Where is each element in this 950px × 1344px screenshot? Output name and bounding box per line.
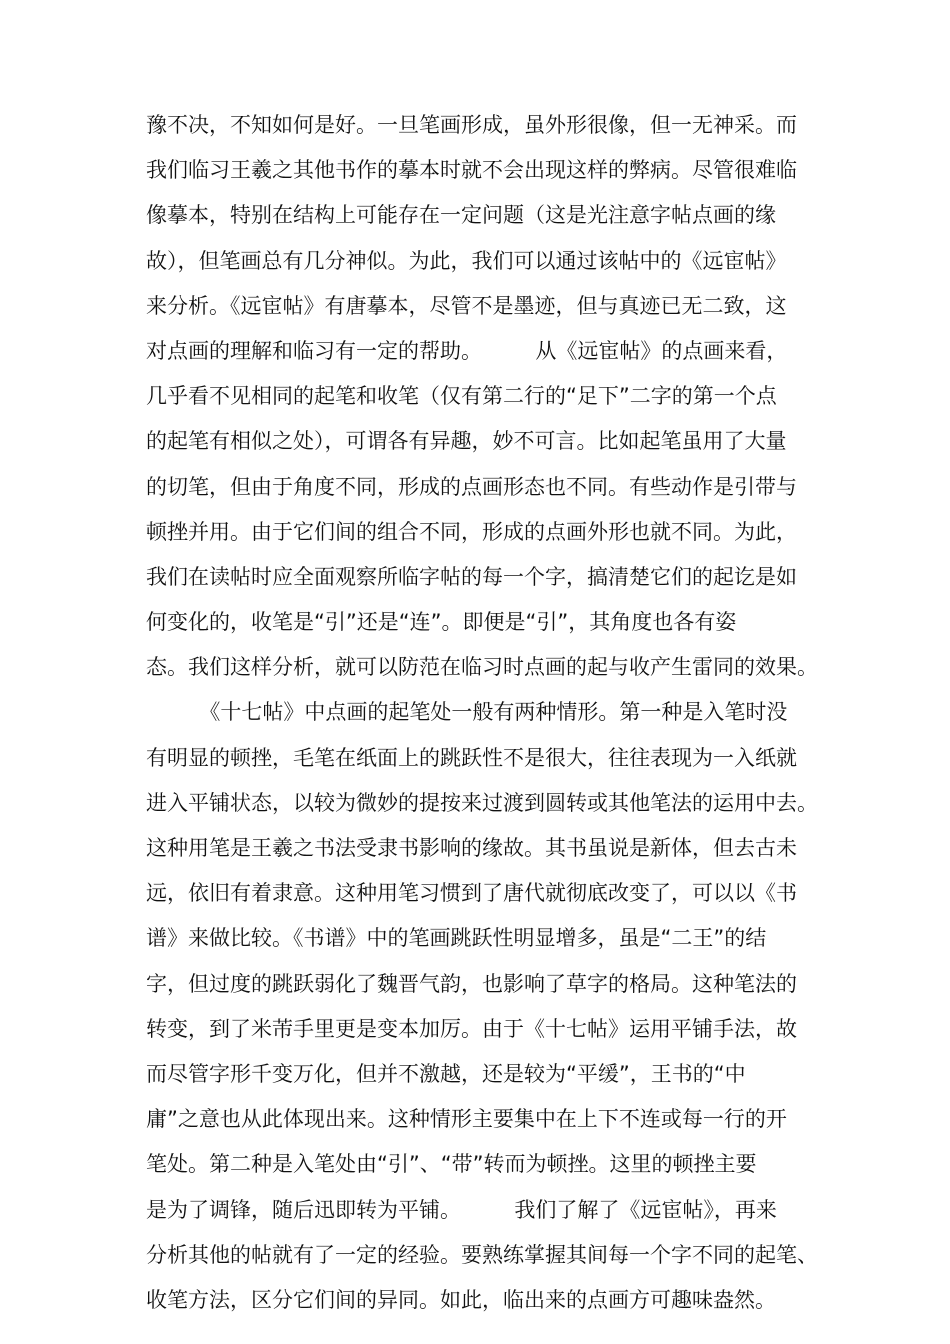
body-text	[146, 103, 866, 1323]
text-line: 的起笔有相似之处），可谓各有异趣，妙不可言。比如起笔虽用了大量	[146, 429, 787, 454]
text-line: 笔处。第二种是入笔处由“引”、“带”转而为顿挫。这里的顿挫主要	[146, 1152, 757, 1177]
text-line: 几乎看不见相同的起笔和收笔（仅有第二行的“足下”二字的第一个点	[146, 384, 777, 409]
text-line: 这种用笔是王羲之书法受隶书影响的缘故。其书虽说是新体，但去古未	[146, 836, 797, 860]
text-line: 我们临习王羲之其他书作的摹本时就不会出现这样的弊病。尽管很难临	[146, 158, 797, 183]
text-line: 收笔方法，区分它们间的异同。如此，临出来的点画方可趣味盎然。	[146, 1287, 776, 1312]
text-line: 像摹本，特别在结构上可能存在一定问题（这是光注意字帖点画的缘	[146, 203, 776, 228]
text-line: 对点画的理解和临习有一定的帮助。 从《远宦帖》的点画来看，	[146, 338, 788, 363]
text-line: 来分析。《远宦帖》有唐摹本，尽管不是墨迹，但与真迹已无二致，这	[146, 293, 787, 318]
text-line: 有明显的顿挫，毛笔在纸面上的跳跃性不是很大，往往表现为一入纸就	[146, 745, 797, 770]
text-line: 何变化的，收笔是“引”还是“连”。即便是“引”，其角度也各有姿	[146, 610, 737, 635]
text-line: 进入平铺状态，以较为微妙的提按来过渡到圆转或其他笔法的运用中去。	[146, 790, 818, 815]
text-line: 是为了调锋，随后迅即转为平铺。 我们了解了《远宦帖》，再来	[146, 1197, 777, 1222]
text-line: 故），但笔画总有几分神似。为此，我们可以通过该帖中的《远宦帖》	[146, 248, 787, 273]
text-line: 字，但过度的跳跃弱化了魏晋气韵，也影响了草字的格局。这种笔法的	[146, 971, 797, 996]
text-line: 庸”之意也从此体现出来。这种情形主要集中在上下不连或每一行的开	[146, 1107, 787, 1132]
text-line: 远，依旧有着隶意。这种用笔习惯到了唐代就彻底改变了，可以以《书	[146, 881, 797, 906]
text-line: 豫不决，不知如何是好。一旦笔画形成，虽外形很像，但一无神采。而	[146, 113, 797, 137]
text-line: 而尽管字形千变万化，但并不激越，还是较为“平缓”，王书的“中	[146, 1061, 746, 1086]
text-line: 我们在读帖时应全面观察所临字帖的每一个字，搞清楚它们的起讫是如	[146, 564, 797, 589]
text-line: 分析其他的帖就有了一定的经验。要熟练掌握其间每一个字不同的起笔、	[146, 1242, 818, 1267]
text-line: 顿挫并用。由于它们间的组合不同，形成的点画外形也就不同。为此，	[146, 519, 797, 544]
text-line: 谱》来做比较。《书谱》中的笔画跳跃性明显增多，虽是“二王”的结	[146, 926, 767, 951]
text-line: 转变，到了米芾手里更是变本加厉。由于《十七帖》运用平铺手法，故	[146, 1016, 797, 1041]
text-line: 《十七帖》中点画的起笔处一般有两种情形。第一种是入笔时没	[146, 700, 788, 725]
text-line: 的切笔，但由于角度不同，形成的点画形态也不同。有些动作是引带与	[146, 474, 797, 499]
text-line: 态。我们这样分析，就可以防范在临习时点画的起与收产生雷同的效果。	[146, 655, 818, 680]
